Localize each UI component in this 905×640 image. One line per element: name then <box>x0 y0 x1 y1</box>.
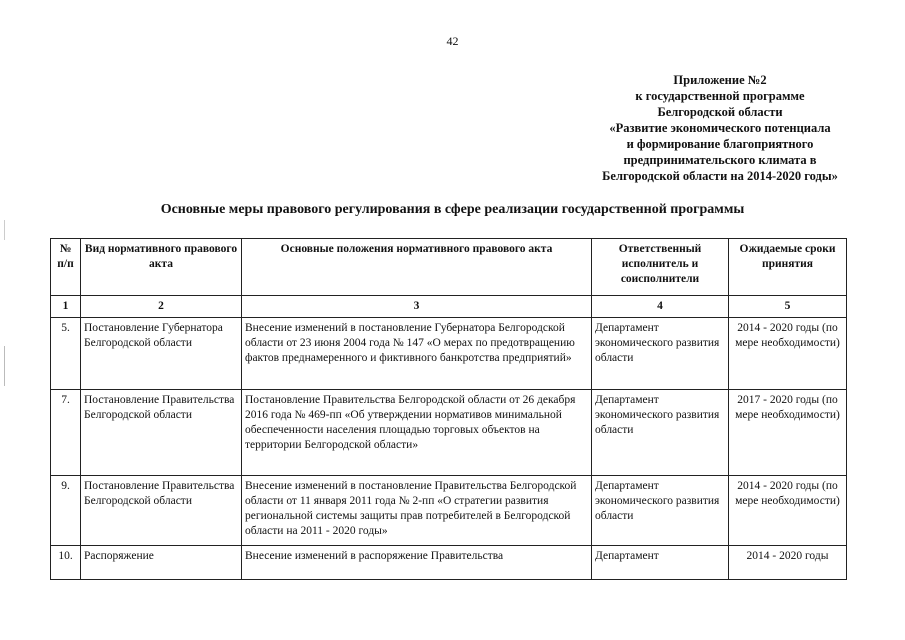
row-num: 7. <box>51 390 81 476</box>
header-deadline: Ожидаемые сроки принятия <box>729 239 847 296</box>
row-act-type: Распоряжение <box>81 546 242 580</box>
header-act-type: Вид нормативного правового акта <box>81 239 242 296</box>
row-act-type: Постановление Правительства Белгородской области <box>81 476 242 546</box>
table-row <box>51 318 847 390</box>
table-row <box>51 476 847 546</box>
row-act-content: Внесение изменений в постановление Губернатора Белгородской области от 23 июня 2004 года № 147 «О мерах по предотвращению фактов преднамеренного и фиктивного банкротства предприятий» <box>242 318 592 390</box>
column-index: 1 <box>51 296 81 318</box>
table-row <box>51 546 847 580</box>
appendix-line: Белгородской области на 2014-2020 годы» <box>602 169 838 183</box>
table-header-row <box>51 239 847 296</box>
appendix-line: и формирование благоприятного <box>626 137 814 151</box>
row-num: 5. <box>51 318 81 390</box>
header-act-content: Основные положения нормативного правового акта <box>242 239 592 296</box>
column-index: 3 <box>242 296 592 318</box>
table-row <box>51 390 847 476</box>
document-title: Основные меры правового регулирования в сфере реализации государственной программы <box>160 202 745 217</box>
row-act-content: Постановление Правительства Белгородской области от 26 декабря 2016 года № 469-пп «Об утверждении нормативов минимальной обеспеченности населения площадью торговых объектов на территории Белгородской области» <box>242 390 592 476</box>
column-index: 4 <box>592 296 729 318</box>
column-index: 2 <box>81 296 242 318</box>
column-index-row <box>51 296 847 318</box>
column-index: 5 <box>729 296 847 318</box>
appendix-line: предпринимательского климата в <box>623 153 817 167</box>
row-deadline: 2014 - 2020 годы (по мере необходимости) <box>729 318 847 390</box>
page-number: 42 <box>446 34 459 48</box>
appendix-line: к государственной программе <box>635 89 805 103</box>
row-deadline: 2014 - 2020 годы <box>729 546 847 580</box>
header-executor: Ответственный исполнитель и соисполнители <box>592 239 729 296</box>
appendix-header <box>550 72 890 184</box>
header-num: № п/п <box>51 239 81 296</box>
appendix-line: «Развитие экономического потенциала <box>609 121 831 135</box>
appendix-line: Белгородской области <box>657 105 783 119</box>
scan-artifact <box>4 220 5 240</box>
row-executor: Департамент экономического развития области <box>592 390 729 476</box>
row-deadline: 2017 - 2020 годы (по мере необходимости) <box>729 390 847 476</box>
row-act-content: Внесение изменений в постановление Правительства Белгородской области от 11 января 2011 года № 2-пп «О стратегии развития региональной системы защиты прав потребителей в Белгородской области на 2011 - 2020 годы» <box>242 476 592 546</box>
row-act-type: Постановление Правительства Белгородской области <box>81 390 242 476</box>
row-executor: Департамент экономического развития области <box>592 318 729 390</box>
appendix-line: Приложение №2 <box>673 73 767 87</box>
scan-artifact <box>4 346 5 386</box>
row-executor: Департамент экономического развития области <box>592 476 729 546</box>
row-act-type: Постановление Губернатора Белгородской области <box>81 318 242 390</box>
row-num: 9. <box>51 476 81 546</box>
row-act-content: Внесение изменений в распоряжение Правительства <box>242 546 592 580</box>
row-num: 10. <box>51 546 81 580</box>
measures-table <box>50 238 847 580</box>
row-deadline: 2014 - 2020 годы (по мере необходимости) <box>729 476 847 546</box>
row-executor: Департамент <box>592 546 729 580</box>
